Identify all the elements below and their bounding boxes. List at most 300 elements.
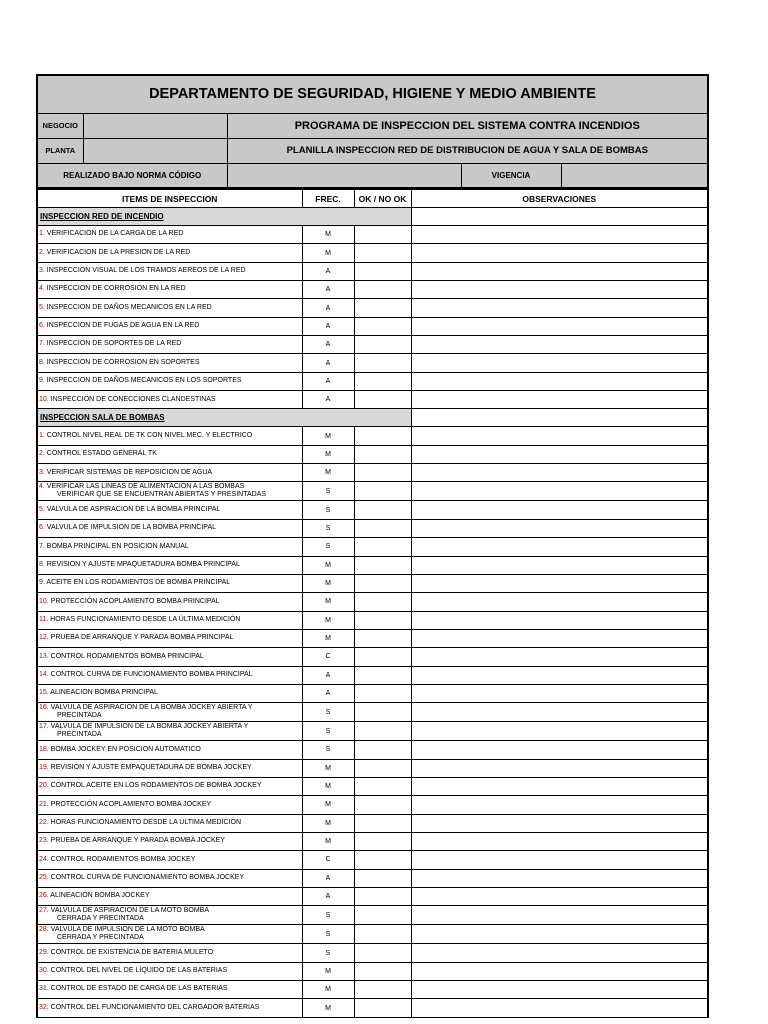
item-description: REVISION Y AJUSTE EMPAQUETADURA DE BOMBA JOCKEY <box>48 764 252 772</box>
item-cell <box>37 427 302 445</box>
vigencia-label: VIGENCIA <box>461 163 561 188</box>
item-number: 2. <box>39 248 45 256</box>
ok-nook-field[interactable] <box>354 666 411 684</box>
observations-field[interactable] <box>411 722 708 741</box>
inspection-row <box>37 519 708 537</box>
observations-field[interactable] <box>411 372 708 390</box>
observations-field[interactable] <box>411 482 708 501</box>
item-number: 8. <box>39 358 45 366</box>
observations-field[interactable] <box>411 629 708 647</box>
item-number: 30. <box>39 967 49 975</box>
item-description: REVISION Y AJUSTE MPAQUETADURA BOMBA PRINCIPAL <box>44 560 240 568</box>
inspection-row <box>37 832 708 850</box>
item-number: 25. <box>39 874 49 882</box>
item-description: HORAS FUNCIONAMIENTO DESDE LA ÚLTIMA MEDICIÓN <box>48 819 242 827</box>
frequency-cell: S <box>302 501 354 519</box>
item-description: INSPECCION DE SOPORTES DE LA RED <box>44 340 182 348</box>
item-description: CONTROL DE EXISTENCIA DE BATERIA MULETO <box>48 948 214 956</box>
item-description: CONTROL DEL NIVEL DE LÍQUIDO DE LAS BATERIAS <box>48 967 228 975</box>
item-description: ALINEACION BOMBA PRINCIPAL <box>48 689 158 697</box>
inspection-row <box>37 796 708 814</box>
frequency-cell: A <box>302 354 354 372</box>
form-header-table <box>36 74 709 189</box>
ok-nook-field[interactable] <box>354 336 411 354</box>
item-cell <box>37 501 302 519</box>
ok-nook-field[interactable] <box>354 427 411 445</box>
item-number: 5. <box>39 505 45 513</box>
planilla-title: PLANILLA INSPECCION RED DE DISTRIBUCION DE AGUA Y SALA DE BOMBAS <box>227 138 708 163</box>
section-observations-cell <box>411 208 708 226</box>
item-description: PROTECCIÓN ACOPLAMIENTO BOMBA PRINCIPAL <box>48 597 220 605</box>
inspection-row <box>37 482 708 501</box>
item-number: 31. <box>39 985 49 993</box>
item-cell <box>37 888 302 906</box>
item-description-line2: PRECINTADA <box>57 731 102 739</box>
inspection-row <box>37 574 708 592</box>
item-cell <box>37 538 302 556</box>
frequency-cell: A <box>302 281 354 299</box>
item-description: CONTROL RODAMIENTOS BOMBA PRINCIPAL <box>48 652 204 660</box>
observations-field[interactable] <box>411 888 708 906</box>
item-number: 14. <box>39 670 49 678</box>
inspection-row <box>37 648 708 666</box>
item-cell <box>37 832 302 850</box>
ok-nook-field[interactable] <box>354 593 411 611</box>
inspection-row <box>37 981 708 999</box>
item-cell <box>37 629 302 647</box>
item-description: CONTROL DE ESTADO DE CARGA DE LAS BATERIAS <box>48 985 228 993</box>
observations-field[interactable] <box>411 556 708 574</box>
observations-field[interactable] <box>411 703 708 722</box>
inspection-row <box>37 888 708 906</box>
item-number: 6. <box>39 524 45 532</box>
frequency-cell: M <box>302 556 354 574</box>
inspection-row <box>37 244 708 262</box>
item-description: INSPECCION VISUAL DE LOS TRAMOS AEREOS DE LA RED <box>44 267 246 275</box>
inspection-row <box>37 759 708 777</box>
ok-nook-field[interactable] <box>354 962 411 980</box>
inspection-row <box>37 556 708 574</box>
item-description-line2: VERIFICAR QUE SE ENCUENTRAN ABIERTAS Y PRESINTADAS <box>57 491 267 499</box>
negocio-label: NEGOCIO <box>37 113 83 138</box>
item-cell <box>37 226 302 244</box>
item-description: INSPECCION DE DAÑOS MECANICOS EN LA RED <box>44 303 212 311</box>
item-description-line2: CERRADA Y PRECINTADA <box>57 915 144 923</box>
item-cell <box>37 777 302 795</box>
observations-field[interactable] <box>411 262 708 280</box>
frequency-cell: S <box>302 944 354 962</box>
observations-field[interactable] <box>411 981 708 999</box>
item-cell <box>37 354 302 372</box>
observations-field[interactable] <box>411 925 708 944</box>
item-number: 26. <box>39 892 49 900</box>
item-number: 3. <box>39 468 45 476</box>
ok-nook-field[interactable] <box>354 244 411 262</box>
inspection-row <box>37 538 708 556</box>
observations-field[interactable] <box>411 648 708 666</box>
ok-nook-field[interactable] <box>354 226 411 244</box>
item-number: 22. <box>39 819 49 827</box>
inspection-row <box>37 851 708 869</box>
ok-nook-field[interactable] <box>354 796 411 814</box>
item-cell <box>37 944 302 962</box>
ok-nook-field[interactable] <box>354 851 411 869</box>
vigencia-field[interactable] <box>561 163 708 188</box>
item-number: 10. <box>39 597 49 605</box>
observations-field[interactable] <box>411 906 708 925</box>
observations-field[interactable] <box>411 427 708 445</box>
inspection-row <box>37 281 708 299</box>
item-number: 9. <box>39 579 45 587</box>
ok-nook-field[interactable] <box>354 944 411 962</box>
ok-nook-field[interactable] <box>354 981 411 999</box>
item-description: VERIFICACION DE LA PRESION DE LA RED <box>44 248 191 256</box>
observations-field[interactable] <box>411 611 708 629</box>
item-number: 18. <box>39 745 49 753</box>
frequency-cell: M <box>302 962 354 980</box>
inspection-row <box>37 299 708 317</box>
item-description: CONTROL DEL FUNCIONAMIENTO DEL CARGADOR BATERIAS <box>48 1003 260 1011</box>
ok-nook-field[interactable] <box>354 888 411 906</box>
inspection-row <box>37 611 708 629</box>
frequency-cell: M <box>302 777 354 795</box>
item-cell <box>37 574 302 592</box>
inspection-row <box>37 962 708 980</box>
item-number: 4. <box>39 285 45 293</box>
item-description-line2: PRECINTADA <box>57 712 102 720</box>
frequency-cell: M <box>302 796 354 814</box>
observations-field[interactable] <box>411 759 708 777</box>
item-cell <box>37 981 302 999</box>
inspection-row <box>37 777 708 795</box>
item-description: VERIFICAR LAS LINEAS DE ALIMENTACION A LAS BOMBAS <box>44 482 245 490</box>
item-cell <box>37 464 302 482</box>
item-number: 3. <box>39 267 45 275</box>
ok-nook-field[interactable] <box>354 814 411 832</box>
item-number: 2. <box>39 450 45 458</box>
item-number: 24. <box>39 855 49 863</box>
ok-nook-field[interactable] <box>354 722 411 741</box>
item-cell <box>37 372 302 390</box>
item-description: BOMBA JOCKEY EN POSICION AUTOMATICO <box>48 745 201 753</box>
observations-field[interactable] <box>411 741 708 759</box>
ok-nook-field[interactable] <box>354 574 411 592</box>
observations-field[interactable] <box>411 244 708 262</box>
item-cell <box>37 814 302 832</box>
frequency-cell: A <box>302 888 354 906</box>
item-cell <box>37 611 302 629</box>
observations-field[interactable] <box>411 869 708 887</box>
item-number: 1. <box>39 431 45 439</box>
item-cell <box>37 299 302 317</box>
item-cell <box>37 962 302 980</box>
item-description: CONTROL CURVA DE FUNCIONAMIENTO BOMBA PRINCIPAL <box>48 670 253 678</box>
item-cell <box>37 391 302 409</box>
item-number: 12. <box>39 634 49 642</box>
item-cell <box>37 851 302 869</box>
program-title: PROGRAMA DE INSPECCION DEL SISTEMA CONTRA INCENDIOS <box>227 113 708 138</box>
frequency-cell: M <box>302 981 354 999</box>
inspection-row <box>37 317 708 335</box>
frequency-cell: M <box>302 574 354 592</box>
item-description: VALVULA DE IMPULSION DE LA BOMBA PRINCIPAL <box>44 524 217 532</box>
frequency-cell: M <box>302 832 354 850</box>
item-number: 1. <box>39 230 45 238</box>
item-description: BOMBA PRINCIPAL EN POSICION MANUAL <box>44 542 189 550</box>
item-cell <box>37 336 302 354</box>
frequency-cell: M <box>302 814 354 832</box>
frequency-cell: M <box>302 593 354 611</box>
inspection-row <box>37 501 708 519</box>
frequency-cell: M <box>302 427 354 445</box>
observations-field[interactable] <box>411 281 708 299</box>
observations-field[interactable] <box>411 832 708 850</box>
item-cell <box>37 722 302 741</box>
ok-nook-field[interactable] <box>354 391 411 409</box>
frequency-cell: M <box>302 244 354 262</box>
item-number: 10. <box>39 395 49 403</box>
observations-field[interactable] <box>411 538 708 556</box>
observations-field[interactable] <box>411 336 708 354</box>
inspection-row <box>37 629 708 647</box>
item-description: CONTROL ESTADO GENERAL TK <box>44 450 157 458</box>
item-number: 21. <box>39 800 49 808</box>
item-number: 29. <box>39 948 49 956</box>
item-number: 32. <box>39 1003 49 1011</box>
frequency-cell: S <box>302 519 354 537</box>
frequency-cell: A <box>302 317 354 335</box>
column-header-freq: FREC. <box>302 190 354 208</box>
frequency-cell: S <box>302 925 354 944</box>
item-number: 19. <box>39 764 49 772</box>
frequency-cell: A <box>302 336 354 354</box>
item-cell <box>37 999 302 1017</box>
observations-field[interactable] <box>411 445 708 463</box>
item-cell <box>37 519 302 537</box>
observations-field[interactable] <box>411 226 708 244</box>
item-number: 7. <box>39 542 45 550</box>
inspection-row <box>37 869 708 887</box>
item-cell <box>37 445 302 463</box>
item-description: PRUEBA DE ARRANQUE Y PARADA BOMBA JOCKEY <box>48 837 225 845</box>
item-cell <box>37 759 302 777</box>
item-description: PROTECCIÓN ACOPLAMIENTO BOMBA JOCKEY <box>48 800 212 808</box>
ok-nook-field[interactable] <box>354 464 411 482</box>
column-header-items: ITEMS DE INSPECCION <box>37 190 302 208</box>
item-description-line2: CERRADA Y PRECINTADA <box>57 934 144 942</box>
ok-nook-field[interactable] <box>354 869 411 887</box>
ok-nook-field[interactable] <box>354 999 411 1017</box>
negocio-field[interactable] <box>83 113 227 138</box>
observations-field[interactable] <box>411 944 708 962</box>
item-number: 11. <box>39 615 49 623</box>
ok-nook-field[interactable] <box>354 703 411 722</box>
item-description: CONTROL ACEITE EN LOS RODAMIENTOS DE BOMBA JOCKEY <box>48 782 262 790</box>
inspection-row <box>37 906 708 925</box>
item-cell <box>37 796 302 814</box>
ok-nook-field[interactable] <box>354 925 411 944</box>
item-cell <box>37 648 302 666</box>
item-number: 20. <box>39 782 49 790</box>
planta-field[interactable] <box>83 138 227 163</box>
department-title: DEPARTAMENTO DE SEGURIDAD, HIGIENE Y MEDIO AMBIENTE <box>37 75 708 113</box>
ok-nook-field[interactable] <box>354 299 411 317</box>
inspection-row <box>37 391 708 409</box>
item-number: 16. <box>39 703 49 711</box>
item-description: INSPECCION DE CORROSION EN SOPORTES <box>44 358 200 366</box>
observations-field[interactable] <box>411 593 708 611</box>
frequency-cell: M <box>302 759 354 777</box>
item-description: ACEITE EN LOS RODAMIENTOS DE BOMBA PRINCIPAL <box>44 579 231 587</box>
frequency-cell: A <box>302 262 354 280</box>
inspection-row <box>37 464 708 482</box>
observations-field[interactable] <box>411 962 708 980</box>
section-title: INSPECCION RED DE INCENDIO <box>37 208 411 226</box>
item-description: VERIFICAR SISTEMAS DE REPOSICION DE AGUA <box>44 468 213 476</box>
item-number: 28. <box>39 925 49 933</box>
frequency-cell: M <box>302 629 354 647</box>
item-number: 13. <box>39 652 49 660</box>
item-cell <box>37 684 302 702</box>
item-cell <box>37 262 302 280</box>
observations-field[interactable] <box>411 999 708 1017</box>
realizado-label: REALIZADO BAJO NORMA CÓDIGO <box>37 163 227 188</box>
inspection-row <box>37 262 708 280</box>
frequency-cell: A <box>302 372 354 390</box>
item-description: VALVULA DE ASPIRACION DE LA BOMBA PRINCIPAL <box>44 505 221 513</box>
observations-field[interactable] <box>411 684 708 702</box>
ok-nook-field[interactable] <box>354 629 411 647</box>
ok-nook-field[interactable] <box>354 741 411 759</box>
observations-field[interactable] <box>411 796 708 814</box>
item-number: 27. <box>39 906 49 914</box>
observations-field[interactable] <box>411 666 708 684</box>
ok-nook-field[interactable] <box>354 556 411 574</box>
item-cell <box>37 593 302 611</box>
observations-field[interactable] <box>411 851 708 869</box>
item-description: PRUEBA DE ARRANQUE Y PARADA BOMBA PRINCIPAL <box>48 634 234 642</box>
inspection-row <box>37 427 708 445</box>
observations-field[interactable] <box>411 501 708 519</box>
ok-nook-field[interactable] <box>354 317 411 335</box>
item-description: HORAS FUNCIONAMIENTO DESDE LA ÚLTIMA MEDICIÓN <box>48 615 241 623</box>
item-description: INSPECCION DE CORROSION EN LA RED <box>44 285 186 293</box>
frequency-cell: S <box>302 482 354 501</box>
item-description: VERIFICACION DE LA CARGA DE LA RED <box>44 230 184 238</box>
ok-nook-field[interactable] <box>354 372 411 390</box>
ok-nook-field[interactable] <box>354 648 411 666</box>
ok-nook-field[interactable] <box>354 354 411 372</box>
realizado-field[interactable] <box>227 163 461 188</box>
observations-field[interactable] <box>411 777 708 795</box>
frequency-cell: S <box>302 722 354 741</box>
ok-nook-field[interactable] <box>354 684 411 702</box>
observations-field[interactable] <box>411 391 708 409</box>
item-cell <box>37 482 302 501</box>
frequency-cell: M <box>302 611 354 629</box>
inspection-row <box>37 336 708 354</box>
frequency-cell: M <box>302 464 354 482</box>
ok-nook-field[interactable] <box>354 759 411 777</box>
item-description: VALVULA DE ASPIRACION DE LA BOMBA JOCKEY ABIERTA Y <box>48 703 253 711</box>
frequency-cell: S <box>302 906 354 925</box>
frequency-cell: C <box>302 851 354 869</box>
ok-nook-field[interactable] <box>354 281 411 299</box>
inspection-row <box>37 226 708 244</box>
frequency-cell: S <box>302 538 354 556</box>
item-cell <box>37 244 302 262</box>
item-description: CONTROL CURVA DE FUNCIONAMIENTO BOMBA JOCKEY <box>48 874 245 882</box>
observations-field[interactable] <box>411 354 708 372</box>
frequency-cell: M <box>302 226 354 244</box>
item-number: 15. <box>39 689 49 697</box>
inspection-row <box>37 925 708 944</box>
observations-field[interactable] <box>411 464 708 482</box>
item-number: 9. <box>39 377 45 385</box>
item-cell <box>37 666 302 684</box>
observations-field[interactable] <box>411 814 708 832</box>
ok-nook-field[interactable] <box>354 538 411 556</box>
item-description: VALVULA DE IMPULSIÓN DE LA BOMBA JOCKEY ABIERTA Y <box>48 722 249 730</box>
frequency-cell: S <box>302 741 354 759</box>
frequency-cell: A <box>302 684 354 702</box>
ok-nook-field[interactable] <box>354 519 411 537</box>
inspection-row <box>37 445 708 463</box>
inspection-row <box>37 944 708 962</box>
ok-nook-field[interactable] <box>354 611 411 629</box>
ok-nook-field[interactable] <box>354 501 411 519</box>
item-cell <box>37 317 302 335</box>
ok-nook-field[interactable] <box>354 262 411 280</box>
item-description: VALVULA DE IMPULSIÓN DE LA MOTO BOMBA <box>48 925 205 933</box>
inspection-items-table <box>36 189 709 1018</box>
item-cell <box>37 703 302 722</box>
item-description: ALINEACION BOMBA JOCKEY <box>48 892 150 900</box>
item-description: VALVULA DE ASPIRACION DE LA MOTO BOMBA <box>48 906 210 914</box>
inspection-row <box>37 593 708 611</box>
ok-nook-field[interactable] <box>354 482 411 501</box>
item-cell <box>37 556 302 574</box>
item-description: INSPECCION DE CONECCIONES CLANDESTINAS <box>48 395 216 403</box>
item-description: CONTROL NIVEL REAL DE TK CON NIVEL MEC. Y ELECTRICO <box>44 431 253 439</box>
ok-nook-field[interactable] <box>354 445 411 463</box>
item-number: 17. <box>39 722 49 730</box>
inspection-row <box>37 999 708 1017</box>
inspection-row <box>37 372 708 390</box>
frequency-cell: A <box>302 666 354 684</box>
frequency-cell: S <box>302 703 354 722</box>
inspection-row <box>37 703 708 722</box>
item-number: 8. <box>39 560 45 568</box>
observations-field[interactable] <box>411 519 708 537</box>
item-cell <box>37 281 302 299</box>
inspection-row <box>37 666 708 684</box>
ok-nook-field[interactable] <box>354 777 411 795</box>
item-description: INSPECCION DE DAÑOS MECANICOS EN LOS SOPORTES <box>44 377 242 385</box>
observations-field[interactable] <box>411 574 708 592</box>
item-number: 6. <box>39 322 45 330</box>
ok-nook-field[interactable] <box>354 906 411 925</box>
ok-nook-field[interactable] <box>354 832 411 850</box>
observations-field[interactable] <box>411 299 708 317</box>
observations-field[interactable] <box>411 317 708 335</box>
item-number: 5. <box>39 303 45 311</box>
frequency-cell: M <box>302 445 354 463</box>
frequency-cell: A <box>302 391 354 409</box>
planta-label: PLANTA <box>37 138 83 163</box>
item-number: 4. <box>39 482 45 490</box>
frequency-cell: A <box>302 299 354 317</box>
